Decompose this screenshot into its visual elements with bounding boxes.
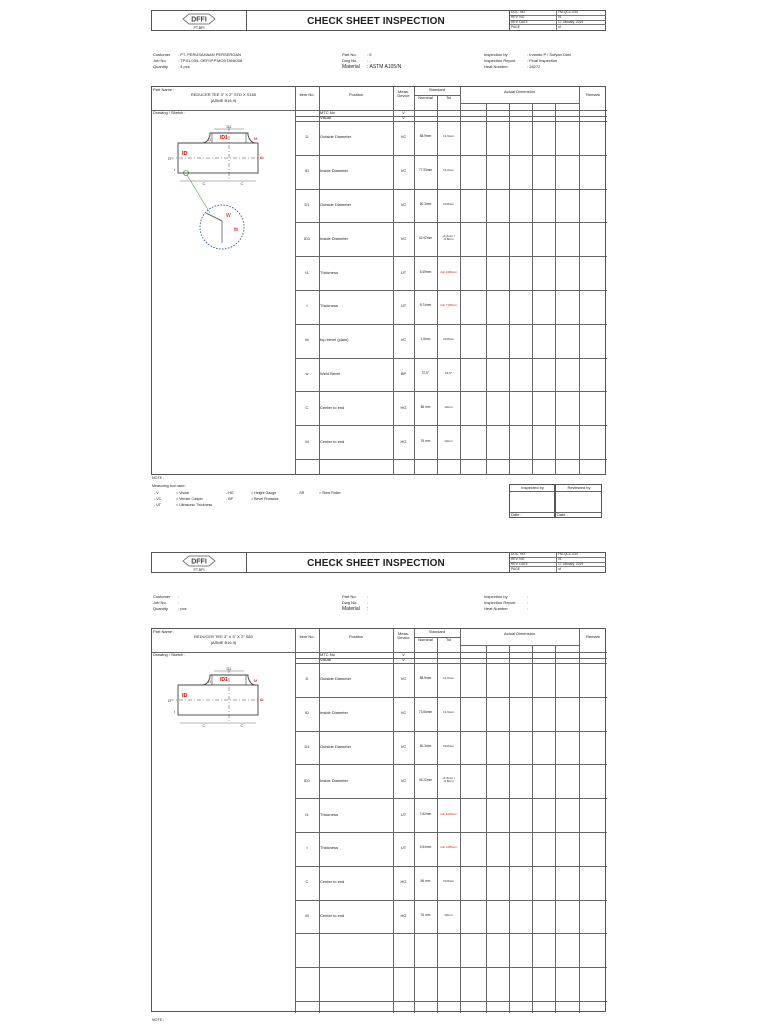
reviewed-by-label: Reviewed by (567, 484, 591, 490)
meta-row-rev-date: REV. DATE 17 January, 2019 (510, 21, 606, 26)
row-item-no: t (306, 845, 308, 851)
inspected-by-box (509, 484, 555, 518)
quantity-value: : pcs (178, 606, 187, 611)
row-tolerance: ±0,8mm (443, 202, 454, 206)
part-standard: (ASME B16.9) (210, 640, 237, 645)
tool-code: - SR (297, 491, 305, 495)
inspection-table (151, 86, 606, 475)
row-item-no: D (305, 134, 309, 140)
col-position: Position (348, 92, 364, 97)
check-sheet-1 (151, 10, 606, 530)
job-value: : (178, 600, 180, 605)
row-meas-device: VC (400, 777, 407, 783)
row-position: Inside Diameter (320, 777, 349, 783)
row-item-no: ID (305, 168, 309, 174)
sheet-header (151, 10, 606, 31)
row-tolerance: ±0,8mm (443, 337, 454, 342)
row-nominal: 8,74mm (419, 303, 432, 308)
heat-number-label: Heat Number (484, 64, 508, 69)
meta-row-doc-no: DOC. NO FM-QCC-034 (510, 553, 606, 558)
part-no-value: : (367, 594, 369, 599)
row-nominal: 86 mm (420, 879, 431, 884)
svg-text:C: C (202, 723, 206, 728)
row-meas-device: UT (400, 303, 407, 309)
visual-label: Visual (320, 657, 331, 662)
sketch-label-d1: D1 (226, 666, 232, 671)
svg-text:DFFI: DFFI (191, 16, 207, 24)
row-item-no: tb (305, 337, 309, 343)
sketch-label-m: M (254, 678, 258, 683)
sketch-label-tb: tb (234, 227, 239, 233)
company-logo (179, 555, 219, 567)
row-tolerance: ±1,6mm (443, 134, 454, 139)
row-meas-device: HG (400, 913, 407, 918)
row-nominal: 49.22mm (418, 777, 433, 782)
col-standard: Standard (428, 86, 446, 92)
sketch-label-w: W (226, 213, 231, 219)
row-item-no: ID (305, 710, 309, 716)
document-meta (509, 553, 606, 572)
svg-text:C: C (240, 723, 244, 728)
row-meas-device: VC (400, 744, 407, 749)
sketch-label-c: C (260, 155, 263, 160)
row-position: Center to end (320, 404, 345, 410)
row-position: Inside Diameter (320, 168, 349, 174)
document-title: CHECK SHEET INSPECTION (307, 16, 445, 27)
meta-row-rev-date: REV. DATE 17 January, 2019 (510, 563, 606, 568)
row-tolerance: min 4,80mm (440, 269, 457, 274)
sketch-label-id1: ID1 (220, 135, 228, 141)
row-position: Thickness (320, 845, 339, 851)
row-meas-device: VC (400, 168, 407, 174)
tool-description: = Vernier Caliper (176, 497, 203, 501)
row-nominal: 37,5° (421, 371, 430, 375)
row-item-no: M (305, 438, 309, 444)
tool-description: = Height Gauge (251, 491, 277, 495)
meta-row-rev-no: REV. NO 01 (510, 16, 606, 21)
tool-code: - VC (154, 497, 162, 501)
tools-label: Measuring tool used : (152, 484, 187, 488)
tool-code: - BP (226, 497, 233, 501)
tool-description: = Steel Ruller (319, 491, 341, 495)
dwg-label: Dwg No. (342, 58, 358, 63)
row-meas-device: VC (400, 202, 407, 207)
row-meas-device: UT (400, 269, 407, 275)
row-nominal: 76 mm (420, 913, 431, 917)
row-item-no: w (305, 371, 309, 376)
row-tolerance: min 4,85mm (440, 845, 457, 850)
row-item-no: D1 (304, 744, 310, 749)
customer-value: : (178, 594, 180, 599)
quantity-label: Quantity (153, 64, 168, 69)
reducer-tee-sketch (160, 124, 263, 275)
row-meas-device: HG (400, 438, 407, 444)
row-nominal: 86 mm (420, 404, 431, 409)
row-nominal: 77.93mm (418, 168, 433, 173)
row-item-no: C (305, 404, 309, 410)
svg-text:C: C (240, 181, 244, 186)
tool-description: = Bevel Protactor (251, 497, 279, 501)
col-nominal: Nominal (418, 95, 433, 100)
job-label: Job No. (153, 600, 167, 605)
inspection-by-label: Inspection by (484, 594, 508, 599)
part-name-label: Part Name : (153, 86, 175, 92)
row-item-no: t1 (305, 269, 309, 275)
row-meas-device: VC (400, 337, 407, 343)
col-item-no: Item No. (299, 92, 315, 97)
row-meas-device: HG (400, 404, 407, 410)
row-position: Weld Bevel (320, 371, 341, 376)
row-item-no: C (305, 879, 309, 885)
part-name: REDUCER TEE 3" X 3" X 2" S80 (194, 634, 253, 639)
part-no-value: : 5 (367, 52, 372, 57)
row-meas-device: VC (400, 235, 407, 241)
col-remark: Remark (585, 634, 600, 639)
row-tolerance: ±2mm (444, 438, 453, 443)
row-item-no: ID1 (303, 777, 311, 783)
dwg-label: Dwg No. (342, 600, 358, 605)
row-position: Thickness (320, 811, 339, 817)
material-value: : (367, 606, 369, 612)
inspection-by-value: : Irvianto P / Sofyan Doni (527, 52, 572, 57)
row-meas-device: VC (400, 710, 407, 716)
row-tolerance: ±0,8mm (443, 744, 454, 748)
row-tolerance: ±1,6mm (443, 710, 454, 715)
mtc-mark: V (402, 652, 405, 657)
col-actual-dimension: Actual Dimension (503, 89, 536, 94)
sketch-label-t: t (174, 167, 176, 172)
row-position: Thickness (320, 269, 339, 275)
material-value: : ASTM A105/N (367, 64, 402, 70)
row-position: Center to end (320, 879, 345, 885)
row-item-no: M (305, 913, 309, 918)
row-meas-device: HG (400, 879, 407, 885)
row-tolerance: ±1,6mm (443, 676, 454, 681)
row-nominal: 73,66mm (418, 710, 433, 715)
part-no-label: Part No. (342, 52, 357, 57)
meta-row-rev-no: REV. NO 01 (510, 558, 606, 563)
row-item-no: D (305, 676, 309, 682)
heat-number-value: : 28272 (527, 64, 541, 69)
reviewed-date-label: Date : (557, 512, 568, 517)
row-position: Outside Diameter (320, 676, 352, 682)
part-no-label: Part No. (342, 594, 357, 599)
quantity-label: Quantity (153, 606, 168, 611)
sketch-label-t: t (174, 709, 176, 714)
row-nominal: 1,6mm (420, 337, 431, 342)
row-tolerance: ±2mm (444, 404, 453, 409)
mtc-label: MTC No (320, 110, 335, 115)
row-tolerance: ±2,5° (444, 371, 453, 375)
row-tolerance: +1,6mm / -0,8mm (442, 775, 455, 784)
document-meta (509, 11, 606, 30)
tool-description: = Ultrasonic Thickness (176, 503, 213, 507)
row-tolerance: ±2mm (444, 913, 453, 917)
reducer-tee-sketch (160, 667, 270, 737)
dwg-value: : (367, 600, 369, 605)
drawing-label: Drawing / Sketch : (153, 109, 186, 115)
row-meas-device: VC (400, 676, 407, 682)
sketch-label-id1: ID1 (220, 677, 228, 683)
logo-area (152, 11, 247, 30)
row-tolerance: ±1,6mm (443, 168, 454, 173)
row-position: Thickness (320, 303, 339, 309)
inspected-by-label: Inspected by (521, 484, 544, 490)
sketch-label-c: C (260, 697, 263, 702)
row-item-no: t (306, 303, 308, 309)
svg-text:C: C (202, 181, 206, 186)
meta-row-doc-no: DOC. NO FM-QCC-034 (510, 11, 606, 16)
tool-description: = Visual (176, 491, 189, 495)
row-item-no: ID1 (303, 235, 311, 241)
mtc-label: MTC No (320, 652, 335, 657)
row-position: top bevel (plain) (320, 337, 349, 343)
heat-number-label: Heat Number (484, 606, 508, 611)
sketch-label-d: D (168, 698, 171, 703)
col-meas-device: Meas. Device (397, 631, 410, 641)
visual-mark: V (402, 657, 405, 662)
inspection-report-label: Inspection Report (484, 600, 516, 605)
row-meas-device: UT (400, 845, 407, 851)
row-position: Center to end (320, 438, 345, 444)
inspection-report-value: : Final Inspection (527, 58, 558, 63)
note-label: NOTE : (152, 476, 164, 480)
row-position: Inside Diameter (320, 235, 349, 241)
inspection-report-label: Inspection Report (484, 58, 516, 63)
customer-label: Customer (153, 594, 171, 599)
check-sheet-2 (151, 552, 606, 1024)
row-item-no: D1 (304, 202, 310, 207)
tool-code: - HG (226, 491, 234, 495)
part-name: REDUCER TEE 3" X 2" STD X S160 (190, 92, 257, 97)
row-position: Outside Diameter (320, 744, 352, 749)
sketch-label-id: ID (182, 151, 188, 157)
heat-number-value: : (527, 606, 529, 611)
row-nominal: 42.92mm (418, 235, 433, 240)
reviewed-by-box (555, 484, 602, 518)
inspection-table (151, 628, 606, 1012)
customer-value: : PT. PERUSAHAAN PERSEROAN (178, 52, 241, 57)
document-title: CHECK SHEET INSPECTION (307, 558, 445, 569)
row-position: Center to end (320, 913, 345, 918)
row-nominal: 88.9mm (419, 676, 432, 681)
note-label: NOTE : (152, 1018, 164, 1022)
row-nominal: 60.3mm (419, 202, 432, 206)
job-value: : TP.01.03/L.OEP.IP.P.MODTANK/08 (178, 58, 243, 63)
row-item-no: t1 (305, 811, 309, 817)
row-nominal: 76 mm (420, 438, 431, 443)
part-standard: (ASME B16.9) (210, 98, 237, 103)
part-name-label: Part Name : (153, 628, 175, 634)
visual-label: Visual (320, 115, 331, 120)
meta-row-page: PAGE of (511, 24, 561, 29)
col-item-no: Item No. (299, 634, 315, 639)
row-position: Outside Diameter (320, 202, 352, 207)
row-nominal: 5,49mm (419, 269, 432, 274)
row-nominal: 88.9mm (419, 134, 432, 139)
mtc-mark: V (402, 110, 405, 115)
row-tolerance: min 7,65mm (440, 303, 457, 308)
company-logo (179, 13, 219, 25)
logo-subtitle: PT.BPI (193, 567, 205, 572)
tool-code: - V (154, 491, 159, 495)
row-meas-device: BP (400, 371, 407, 376)
sketch-label-t1: t1 (208, 679, 212, 684)
col-tol: Tol (445, 95, 452, 100)
row-position: Inside Diameter (320, 710, 349, 716)
inspection-by-label: Inspection by (484, 52, 508, 57)
visual-mark: V (402, 115, 405, 120)
col-meas-device: Meas. Device (397, 89, 410, 99)
row-nominal: 5,54mm (419, 845, 432, 850)
row-nominal: 7,62mm (419, 811, 432, 816)
inspection-report-value: : (527, 600, 529, 605)
row-tolerance: min 6,66mm (440, 811, 457, 816)
tool-code: - UT (154, 503, 161, 507)
drawing-label: Drawing / Sketch : (153, 651, 186, 657)
dwg-value: : - (367, 58, 371, 63)
col-tol: Tol (445, 637, 452, 642)
col-actual-dimension: Actual Dimension (503, 631, 536, 636)
sketch-label-id: ID (182, 693, 188, 699)
row-nominal: 60.3mm (419, 744, 432, 748)
material-label: Material (342, 606, 360, 612)
row-meas-device: UT (400, 811, 407, 817)
meta-row-page: PAGE of (511, 566, 561, 571)
inspection-by-value: : (527, 594, 529, 599)
material-label: Material (342, 64, 360, 70)
col-remark: Remark (585, 92, 600, 97)
row-position: Outside Diameter (320, 134, 352, 140)
sketch-label-d: D (168, 156, 171, 161)
inspected-date-label: Date : (511, 512, 522, 517)
job-label: Job No. (153, 58, 167, 63)
row-tolerance: +1,6mm / -0,8mm (442, 233, 455, 242)
col-nominal: Nominal (418, 637, 433, 642)
logo-subtitle: PT.BPI (193, 25, 205, 30)
row-meas-device: VC (400, 134, 407, 140)
sheet-header (151, 552, 606, 573)
sketch-label-m: M (254, 136, 258, 141)
col-standard: Standard (428, 628, 446, 634)
logo-area (152, 553, 247, 572)
col-position: Position (348, 634, 364, 639)
sketch-label-d1: D1 (226, 124, 232, 129)
quantity-value: : 4 pcs (178, 64, 190, 69)
row-tolerance: ±0,8mm (443, 879, 454, 884)
sketch-label-t1: t1 (208, 137, 212, 142)
svg-text:DFFI: DFFI (191, 558, 207, 566)
customer-label: Customer (153, 52, 171, 57)
